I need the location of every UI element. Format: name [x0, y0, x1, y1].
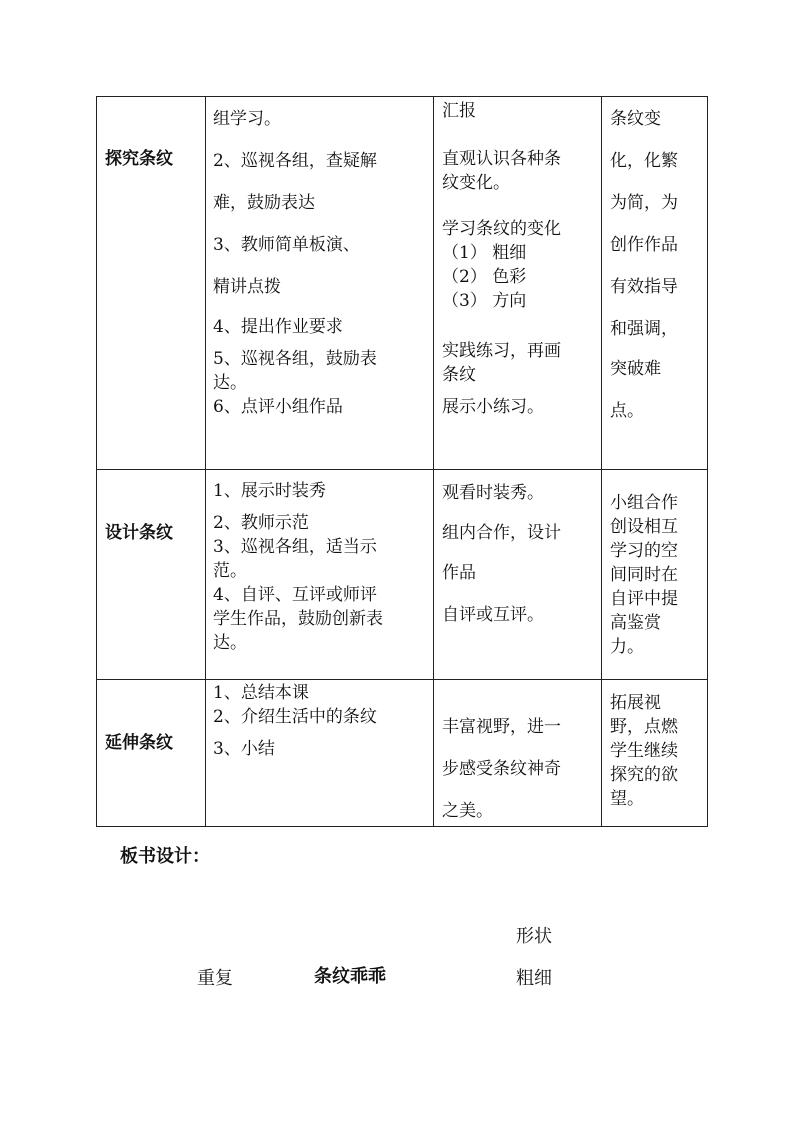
- student-activity-line: 作品: [442, 563, 476, 583]
- design-intent-line: 间同时在: [610, 565, 678, 585]
- student-activity-line: 学习条纹的变化: [442, 219, 561, 239]
- board-item-thickness: 粗细: [516, 968, 552, 989]
- student-activity-line: 步感受条纹神奇: [442, 759, 561, 779]
- teacher-activity-line: 1、展示时装秀: [213, 481, 326, 501]
- teacher-activity-line: 达。: [213, 633, 247, 653]
- design-intent-line: 和强调，: [610, 319, 678, 339]
- design-intent-line: 高鉴赏: [610, 613, 661, 633]
- design-intent-line: 学习的空: [610, 541, 678, 561]
- teacher-activity-line: 3、教师简单板演、: [213, 235, 360, 255]
- student-activity-line: （3） 方向: [442, 291, 527, 311]
- row-divider: [97, 679, 707, 680]
- student-activity-line: 展示小练习。: [442, 397, 544, 417]
- student-activity-line: 汇报: [442, 101, 476, 121]
- teacher-activity-line: 组学习。: [213, 109, 281, 129]
- student-activity-line: （2） 色彩: [442, 267, 527, 287]
- teacher-activity-line: 5、巡视各组，鼓励表: [213, 349, 377, 369]
- student-activity-line: 直观认识各种条: [442, 149, 561, 169]
- board-design-heading: 板书设计：: [120, 846, 210, 867]
- teacher-activity-line: 学生作品，鼓励创新表: [213, 609, 383, 629]
- design-intent-line: 创作作品: [610, 235, 678, 255]
- design-intent-line: 自评中提: [610, 589, 678, 609]
- student-activity-line: （1） 粗细: [442, 243, 527, 263]
- design-intent-line: 有效指导: [610, 277, 678, 297]
- design-intent-line: 拓展视: [610, 693, 661, 713]
- student-activity-line: 观看时装秀。: [442, 483, 544, 503]
- teacher-activity-line: 4、自评、互评或师评: [213, 585, 377, 605]
- teacher-activity-line: 1、总结本课: [213, 683, 309, 703]
- design-intent-line: 望。: [610, 789, 644, 809]
- design-intent-line: 突破难: [610, 359, 661, 379]
- design-intent-line: 点。: [610, 401, 644, 421]
- teacher-activity-line: 2、教师示范: [213, 513, 309, 533]
- column-divider: [433, 97, 434, 826]
- design-intent-line: 小组合作: [610, 493, 678, 513]
- student-activity-line: 之美。: [442, 801, 493, 821]
- student-activity-line: 纹变化。: [442, 173, 510, 193]
- design-intent-line: 野，点燃: [610, 717, 678, 737]
- design-intent-line: 学生继续: [610, 741, 678, 761]
- teacher-activity-line: 范。: [213, 561, 247, 581]
- teacher-activity-line: 2、巡视各组，查疑解: [213, 151, 377, 171]
- stage-label: 设计条纹: [105, 523, 173, 543]
- board-item-shape: 形状: [516, 926, 552, 947]
- teacher-activity-line: 难，鼓励表达: [213, 193, 315, 213]
- design-intent-line: 为简，为: [610, 193, 678, 213]
- teacher-activity-line: 精讲点拨: [213, 277, 281, 297]
- design-intent-line: 条纹变: [610, 109, 661, 129]
- teacher-activity-line: 4、提出作业要求: [213, 317, 343, 337]
- student-activity-line: 实践练习，再画: [442, 341, 561, 361]
- stage-label: 探究条纹: [105, 149, 173, 169]
- column-divider: [601, 97, 602, 826]
- teacher-activity-line: 2、介绍生活中的条纹: [213, 707, 377, 727]
- design-intent-line: 化，化繁: [610, 151, 678, 171]
- design-intent-line: 力。: [610, 637, 644, 657]
- student-activity-line: 自评或互评。: [442, 605, 544, 625]
- design-intent-line: 探究的欲: [610, 765, 678, 785]
- teacher-activity-line: 3、小结: [213, 739, 275, 759]
- student-activity-line: 丰富视野，进一: [442, 717, 561, 737]
- board-title: 条纹乖乖: [314, 966, 386, 987]
- board-item-repeat: 重复: [197, 968, 233, 989]
- stage-label: 延伸条纹: [105, 733, 173, 753]
- lesson-plan-table: [96, 96, 708, 827]
- teacher-activity-line: 达。: [213, 373, 247, 393]
- column-divider: [205, 97, 206, 826]
- row-divider: [97, 469, 707, 470]
- teacher-activity-line: 6、点评小组作品: [213, 397, 343, 417]
- student-activity-line: 组内合作，设计: [442, 523, 561, 543]
- design-intent-line: 创设相互: [610, 517, 678, 537]
- teacher-activity-line: 3、巡视各组，适当示: [213, 537, 377, 557]
- student-activity-line: 条纹: [442, 365, 476, 385]
